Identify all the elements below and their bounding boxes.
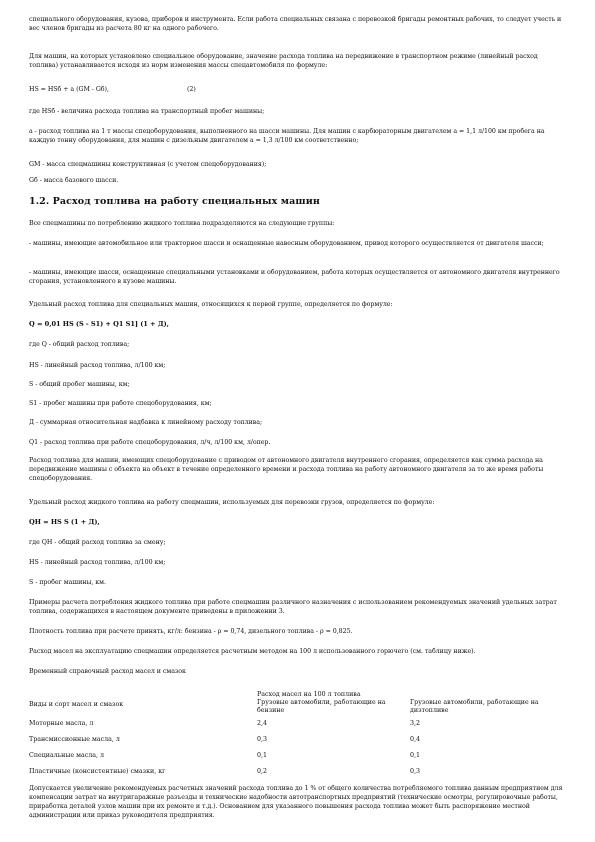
table-group-header: Расход масел на 100 л топлива [257, 691, 361, 698]
oil-consumption-table [29, 691, 565, 779]
formula-2: HS = HSб + а (GM - Gб), (2) [29, 86, 196, 93]
formula-qh: QH = HS S (1 + Д), [29, 518, 100, 526]
table-cell: Специальные масла, л [29, 752, 105, 759]
formula-q: Q = 0,01 HS (S - S1) + Q1 S1] (1 + Д), [29, 320, 169, 328]
table-caption: Временный справочный расход масел и смазок [29, 668, 186, 675]
paragraph: Расход масел на эксплуатацию спецмашин определяется расчетным методом на 100 л использованного горючего (см. таблицу ниже). [29, 648, 476, 655]
table-cell: Трансмиссионные масла, л [29, 736, 120, 743]
paragraph: S1 - пробег машины при работе спецоборудования, км; [29, 400, 212, 407]
table-header-cell: Грузовые автомобили, работающие на бензине [257, 699, 386, 714]
section-heading: 1.2. Расход топлива на работу специальных машин [29, 196, 320, 207]
paragraph: где Q - общий расход топлива; [29, 341, 130, 348]
table-cell: Пластичные (консистентные) смазки, кг [29, 768, 166, 775]
paragraph: a - расход топлива на 1 т массы спецоборудования, выполненного на шасси машины. Для машин с карбюраторным двигателем a = 1,1 л/100 км пробега на каждую тонну оборудования, для машин с дизельным двигателем a = 1,3 л/100 км соответственно; [29, 128, 545, 144]
table-cell: 0,2 [257, 768, 268, 775]
table-row [29, 763, 565, 779]
paragraph: Все спецмашины по потреблению жидкого топлива подразделяются на следующие группы: [29, 220, 335, 227]
paragraph: HS - линейный расход топлива, л/100 км; [29, 362, 166, 369]
paragraph: S - пробег машины, км. [29, 579, 106, 586]
paragraph: Плотность топлива при расчете принять, кг/л: бензина - ρ = 0,74, дизельного топлива - ρ = 0,825. [29, 628, 353, 635]
paragraph: Допускается увеличение рекомендуемых расчетных значений расхода топлива до 1 % от общего количества потребляемого топлива данным предприятием для компенсации затрат на внутригаражные разъезды и технические надобности автотранспортных предприятий (технические осмотры, регулировочные работы, приработка деталей узлов машин при их ремонте и т.д.). Основанием для указанного повышения расхода топлива может быть распоряжение местной администрации или приказ руководителя предприятия. [29, 785, 563, 819]
table-row [29, 731, 565, 747]
paragraph: GM - масса спецмашины конструктивная (с учетом спецоборудования); [29, 161, 267, 168]
paragraph: Д - суммарная относительная надбавка к линейному расходу топлива; [29, 419, 263, 426]
paragraph: Для машин, на которых установлено специальное оборудование, значение расхода топлива на передвижение в транспортном режиме (линейный расход топлива) устанавливается исходя из норм изменения массы спецавтомобиля по формуле: [29, 53, 538, 69]
paragraph: Gб - масса базового шасси. [29, 177, 119, 184]
table-header-cell: Грузовые автомобили, работающие на дизтопливе [410, 699, 539, 714]
table-cell: 2,4 [257, 720, 268, 727]
table-cell: Моторные масла, л [29, 720, 94, 727]
table-cell: 0,3 [410, 768, 421, 775]
table-cell: 0,1 [257, 752, 268, 759]
paragraph: HS - линейный расход топлива, л/100 км; [29, 559, 166, 566]
table-cell: 0,1 [410, 752, 421, 759]
table-header-cell: Виды и сорт масел и смазок [29, 701, 124, 708]
list-item: - машины, имеющие шасси, оснащенные специальными установками и оборудованием, работа которых осуществляется от автономного двигателя внутреннего сгорания, установленного в кузове машины. [29, 269, 560, 285]
paragraph: Q1 - расход топлива при работе спецоборудования, л/ч, л/100 км, л/опер. [29, 439, 271, 446]
table-cell: 0,3 [257, 736, 268, 743]
paragraph: где QH - общий расход топлива за смену; [29, 539, 166, 546]
paragraph: где HSб - величина расхода топлива на транспортный пробег машины; [29, 108, 265, 115]
paragraph-with-link[interactable]: Примеры расчета потребления жидкого топлива при работе спецмашин различного назначения с использованием рекомендуемых значений удельных затрат топлива, содержащихся в настоящем документе приведены в приложении 3. [29, 599, 557, 615]
list-item: - машины, имеющие автомобильное или тракторное шасси и оснащенные навесным оборудованием, привод которого осуществляется от двигателя шасси; [29, 240, 544, 247]
table-cell: 3,2 [410, 720, 421, 727]
paragraph: Расход топлива для машин, имеющих спецоборудование с приводом от автономного двигателя внутреннего сгорания, определяется как сумма расхода на передвижение машины с объекта на объект в течение определенного времени и расхода топлива на работу автономного двигателя за то же время работы спецоборудования. [29, 457, 544, 482]
paragraph: Удельный расход топлива для специальных машин, относящихся к первой группе, определяется по формуле: [29, 301, 393, 308]
table-row [29, 715, 565, 731]
table-cell: 0,4 [410, 736, 421, 743]
paragraph: Удельный расход жидкого топлива на работу спецмашин, используемых для перевозки грузов, определяется по формуле: [29, 499, 435, 506]
paragraph: S - общий пробег машины, км; [29, 381, 130, 388]
paragraph: специального оборудования, кузова, приборов и инструмента. Если работа специальных связана с перевозкой бригады ремонтных рабочих, то следует учесть и вес членов бригады из расчета 80 кг на одного рабочего. [29, 16, 562, 32]
table-row [29, 747, 565, 763]
